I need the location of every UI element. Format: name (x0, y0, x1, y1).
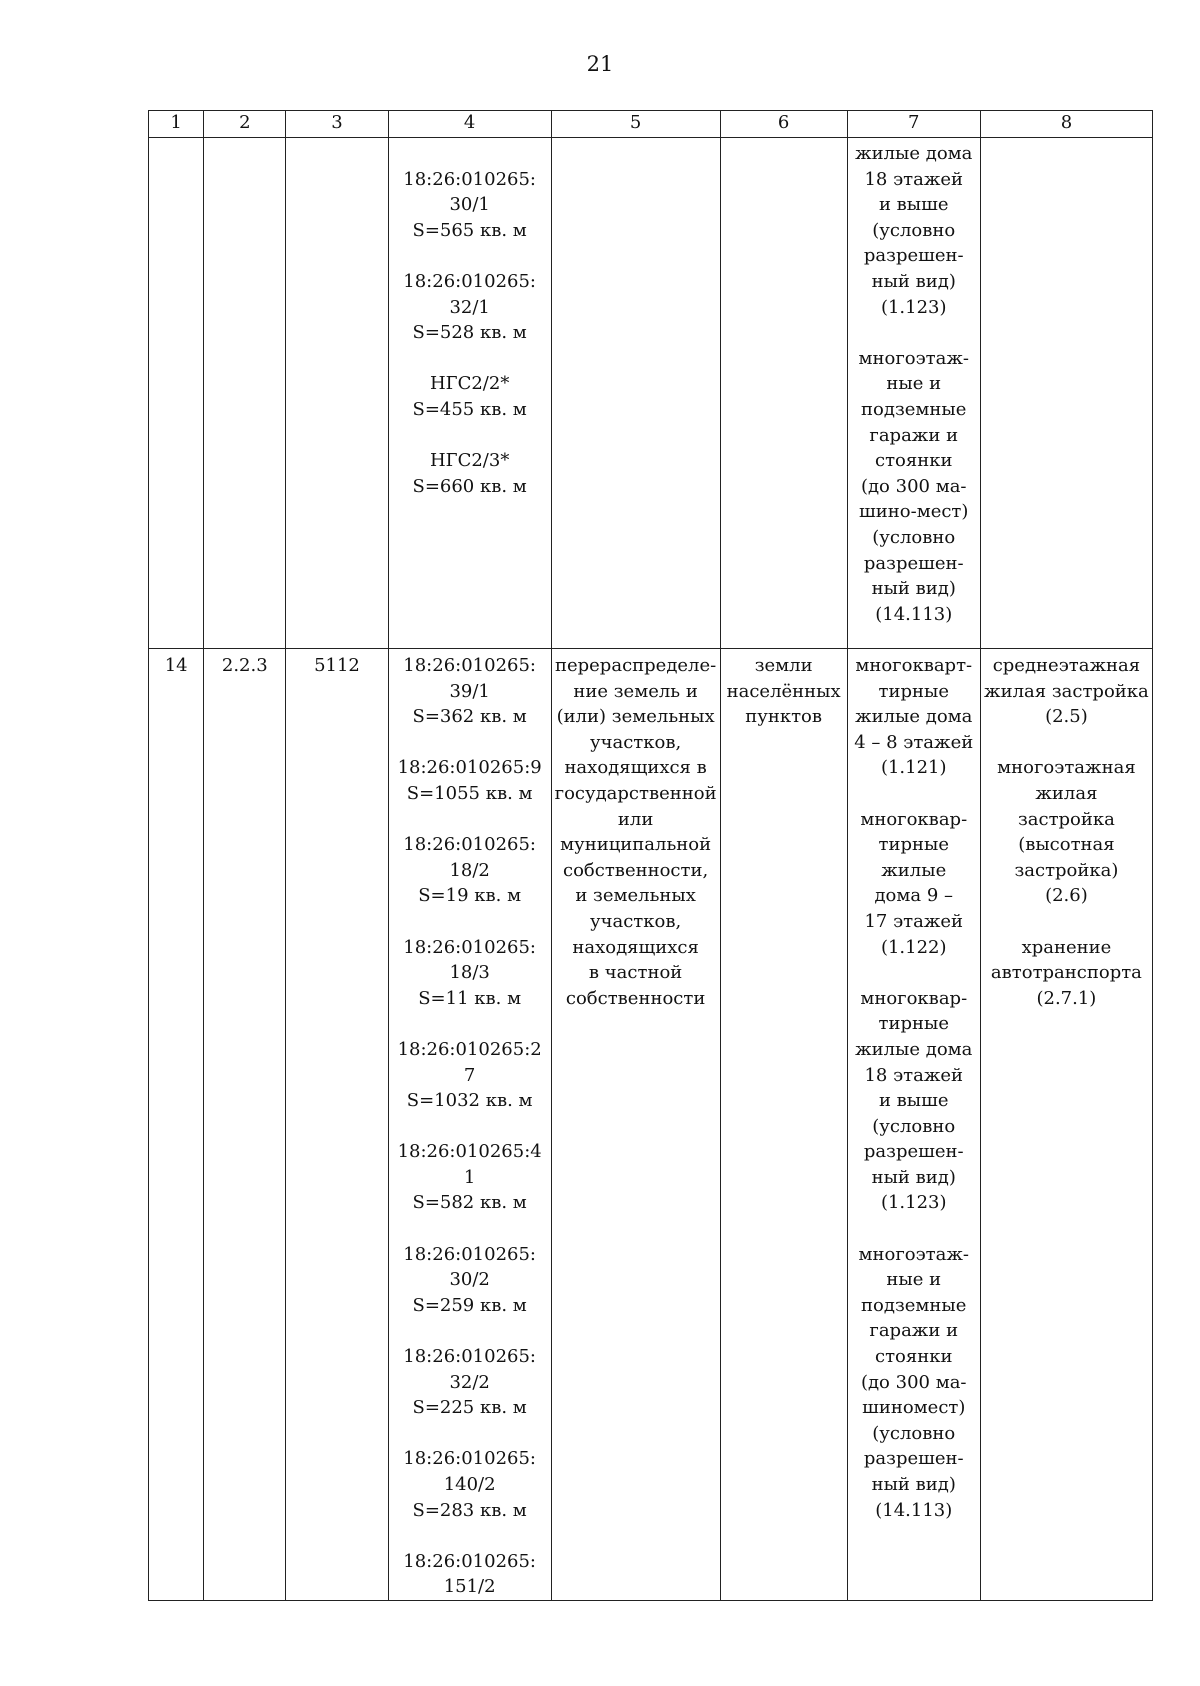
permitted-use: жилые дома 18 этажей и выше (условно разрешен- ный вид) (1.123) многоэтаж- ные и подземные гаражи и стоянки (до 300 ма- шино-мест) (условно разрешен- ный вид) (14.113) (855, 143, 973, 625)
page-number: 21 (586, 52, 614, 76)
header-col-2: 2 (204, 111, 286, 138)
cadastral-numbers: 18:26:010265: 30/1 S=565 кв. м 18:26:010265: 32/1 S=528 кв. м НГС2/2* S=455 кв. м НГС2/3* S=660 кв. м (403, 168, 536, 497)
header-col-7: 7 (847, 111, 980, 138)
table-header-row (149, 111, 1153, 138)
row-number-cell (149, 138, 204, 649)
permitted-use: многокварт- тирные жилые дома 4 – 8 этажей (1.121) многоквар- тирные жилые дома 9 – 17 этажей (1.122) многоквар- тирные жилые дома 18 этажей и выше (условно разрешен- ный вид) (1.123) многоэтаж- ные и подземные гаражи и стоянки (до 300 ма- шиномест) (условно разрешен- ный вид) (14.113) (854, 655, 974, 1521)
zone-code-cell (204, 138, 286, 649)
row-number-cell (149, 649, 204, 1601)
use-classifier: среднеэтажная жилая застройка (2.5) многоэтажная жилая застройка (высотная застройка) (2.6) хранение автотранспорта (2.7.1) (984, 655, 1149, 1009)
land-category (721, 138, 847, 141)
formation-method: перераспределе- ние земель и (или) земельных участков, находящихся в государственной или муниципальной собственности, и земельных участков, находящихся в частной собственности (554, 655, 717, 1009)
zone-code: 2.2.3 (221, 655, 268, 676)
land-category-cell (720, 649, 847, 1601)
table-row (149, 649, 1153, 1601)
land-category: земли населённых пунктов (726, 655, 841, 728)
header-col-8: 8 (980, 111, 1152, 138)
quarter-code (286, 138, 387, 141)
table-row (149, 138, 1153, 649)
header-col-1: 1 (149, 111, 204, 138)
zone-code-cell (204, 649, 286, 1601)
use-classifier-cell (980, 138, 1152, 649)
use-classifier (981, 138, 1152, 141)
formation-method (552, 138, 720, 141)
land-category-cell (720, 138, 847, 649)
land-plots-table (148, 110, 1153, 1601)
header-col-3: 3 (286, 111, 388, 138)
cadastral-numbers-cell (388, 649, 551, 1601)
row-number: 14 (164, 655, 188, 676)
zone-code (204, 138, 285, 141)
cadastral-numbers-cell (388, 138, 551, 649)
quarter-code-cell (286, 138, 388, 649)
permitted-use-cell (847, 649, 980, 1601)
quarter-code: 5112 (314, 655, 360, 676)
header-col-5: 5 (551, 111, 720, 138)
header-col-6: 6 (720, 111, 847, 138)
formation-method-cell (551, 138, 720, 649)
quarter-code-cell (286, 649, 388, 1601)
header-col-4: 4 (388, 111, 551, 138)
use-classifier-cell (980, 649, 1152, 1601)
permitted-use-cell (847, 138, 980, 649)
row-number (149, 138, 203, 141)
formation-method-cell (551, 649, 720, 1601)
cadastral-numbers: 18:26:010265: 39/1 S=362 кв. м 18:26:010265:9 S=1055 кв. м 18:26:010265: 18/2 S=19 кв. м 18:26:010265: 18/3 S=11 кв. м 18:26:010265:2 7 S=1032 кв. м 18:26:010265:4 1 S=582 кв. м 18:26:010265: 30/2 S=259 кв. м 18:26:010265: 32/2 S=225 кв. м 18:26:010265: 140/2 S=283 кв. м 18:26:010265: 151/2 (397, 655, 542, 1598)
